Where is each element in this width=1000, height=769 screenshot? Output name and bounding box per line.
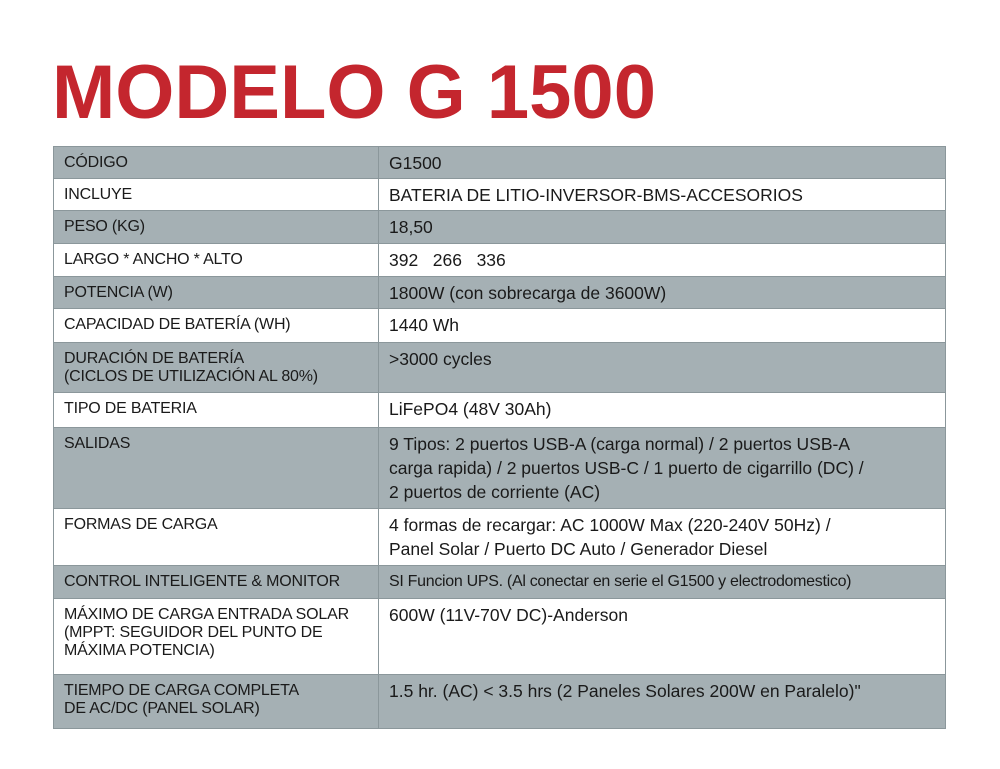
spec-value: LiFePO4 (48V 30Ah): [379, 393, 946, 428]
spec-label: PESO (KG): [54, 211, 379, 244]
spec-label: [54, 343, 379, 393]
spec-label: [54, 599, 379, 675]
spec-value: 600W (11V-70V DC)-Anderson: [379, 599, 946, 675]
spec-value: G1500: [379, 147, 946, 179]
spec-value: 18,50: [379, 211, 946, 244]
spec-label: FORMAS DE CARGA: [54, 509, 379, 566]
table-row: [54, 509, 946, 566]
spec-value: 1.5 hr. (AC) < 3.5 hrs (2 Paneles Solares 200W en Paralelo)": [379, 675, 946, 729]
table-row: [54, 179, 946, 211]
spec-value-line: 2 puertos de corriente (AC): [389, 482, 601, 502]
spec-value: SI Funcion UPS. (Al conectar en serie el G1500 y electrodomestico): [379, 566, 946, 599]
spec-value-line: 9 Tipos: 2 puertos USB-A (carga normal) / 2 puertos USB-A: [389, 434, 851, 454]
spec-value: [379, 428, 946, 509]
spec-value: 1800W (con sobrecarga de 3600W): [379, 277, 946, 309]
spec-label: INCLUYE: [54, 179, 379, 211]
table-row: [54, 675, 946, 729]
spec-label-line: (MPPT: SEGUIDOR DEL PUNTO DE: [64, 624, 323, 641]
spec-table: [53, 146, 946, 729]
spec-label: CONTROL INTELIGENTE & MONITOR: [54, 566, 379, 599]
spec-label: CÓDIGO: [54, 147, 379, 179]
table-row: [54, 244, 946, 277]
table-row: [54, 343, 946, 393]
spec-label-line: TIEMPO DE CARGA COMPLETA: [64, 682, 299, 699]
table-row: [54, 211, 946, 244]
spec-label-line: MÁXIMO DE CARGA ENTRADA SOLAR: [64, 606, 349, 623]
spec-value-line: Panel Solar / Puerto DC Auto / Generador Diesel: [389, 539, 768, 559]
spec-value: [379, 509, 946, 566]
spec-label-line: MÁXIMA POTENCIA): [64, 642, 215, 659]
spec-value-line: carga rapida) / 2 puertos USB-C / 1 puerto de cigarrillo (DC) /: [389, 458, 864, 478]
spec-label: [54, 675, 379, 729]
spec-value: >3000 cycles: [379, 343, 946, 393]
table-row: [54, 393, 946, 428]
spec-value: BATERIA DE LITIO-INVERSOR-BMS-ACCESORIOS: [379, 179, 946, 211]
spec-label-line: (CICLOS DE UTILIZACIÓN AL 80%): [64, 368, 318, 385]
table-row: [54, 277, 946, 309]
table-row: [54, 566, 946, 599]
spec-value: 1440 Wh: [379, 309, 946, 343]
page-title: MODELO G 1500: [52, 50, 656, 135]
spec-label: TIPO DE BATERIA: [54, 393, 379, 428]
spec-label: CAPACIDAD DE BATERÍA (WH): [54, 309, 379, 343]
spec-value-line: 4 formas de recargar: AC 1000W Max (220-240V 50Hz) /: [389, 515, 831, 535]
spec-label: LARGO * ANCHO * ALTO: [54, 244, 379, 277]
spec-label: SALIDAS: [54, 428, 379, 509]
spec-label-line: DE AC/DC (PANEL SOLAR): [64, 700, 260, 717]
table-row: [54, 428, 946, 509]
spec-value: 392 266 336: [379, 244, 946, 277]
spec-label: POTENCIA (W): [54, 277, 379, 309]
table-row: [54, 309, 946, 343]
spec-label-line: DURACIÓN DE BATERÍA: [64, 350, 244, 367]
table-row: [54, 147, 946, 179]
table-row: [54, 599, 946, 675]
